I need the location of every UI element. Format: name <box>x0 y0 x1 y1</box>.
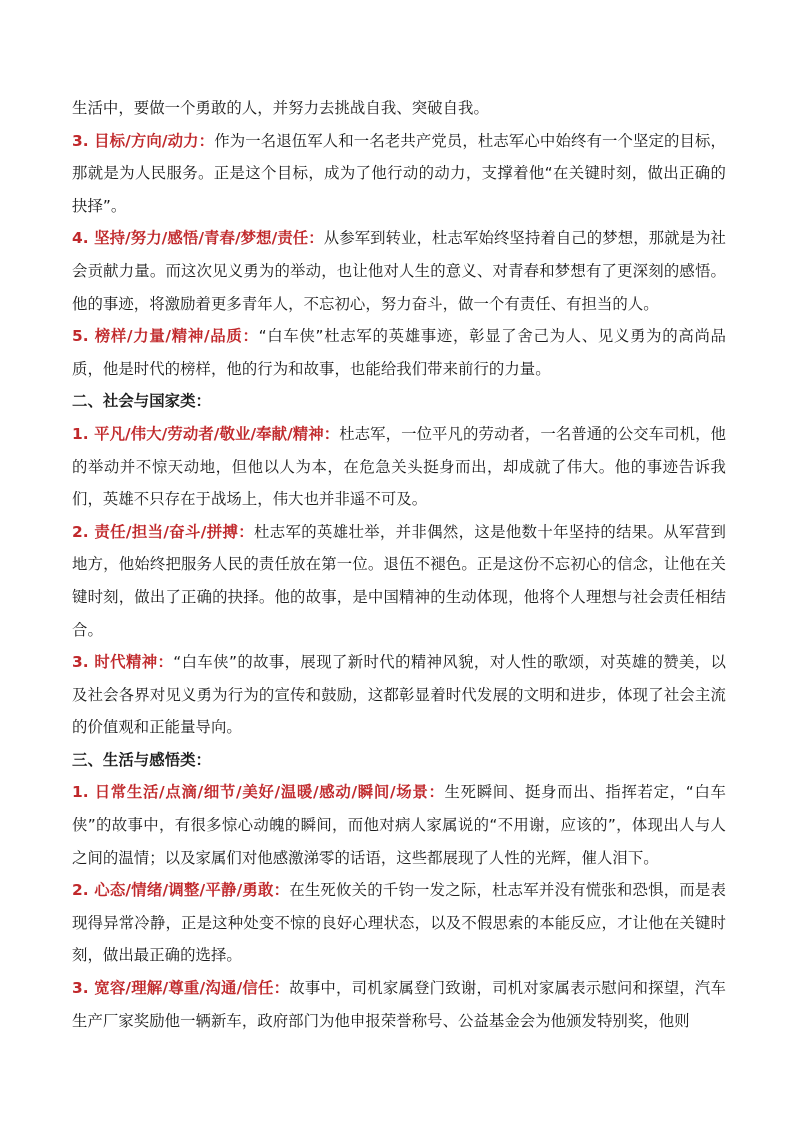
paragraph-goal <box>72 125 726 223</box>
paragraph-text: 杜志军的英雄壮举，并非偶然，这是他数十年坚持的结果。从军营到地方，他始终把服务人民的责任放在第一位。退伍不褪色。正是这份不忘初心的信念，让他在关键时刻，做出了正确的抉择。他的故事，是中国精神的生动体现，他将个人理想与社会责任相结合。 <box>72 522 726 639</box>
paragraph-text: “白车侠”的故事，展现了新时代的精神风貌，对人性的歌颂，对英雄的赞美，以及社会各界对见义勇为行为的宣传和鼓励，这都彰显着时代发展的文明和进步，体现了社会主流的价值观和正能量导向。 <box>72 653 726 737</box>
keyword-label: 4. 坚持/努力/感悟/青春/梦想/责任： <box>72 229 324 248</box>
paragraph-text: 杜志军，一位平凡的劳动者，一名普通的公交车司机，他的举动并不惊天动地，但他以人为本，在危急关头挺身而出，却成就了伟大。他的事迹告诉我们，英雄不只存在于战场上，伟大也并非遥不可及。 <box>72 424 726 509</box>
paragraph-text: 生死瞬间、挺身而出、指挥若定，“白车侠”的故事中，有很多惊心动魄的瞬间，而他对病人家属说的“不用谢，应该的”，体现出人与人之间的温情；以及家属们对他感激涕零的话语，这些都展现了人性的光辉，催人泪下。 <box>72 783 726 867</box>
paragraph-mindset <box>72 874 726 972</box>
keyword-label: 5. 榜样/力量/精神/品质： <box>72 327 259 346</box>
paragraph-tolerance <box>72 972 726 1037</box>
section-heading-life: 三、生活与感悟类： <box>72 750 211 769</box>
paragraph-daily-life <box>72 776 726 874</box>
keyword-label: 1. 平凡/伟大/劳动者/敬业/奉献/精神： <box>72 424 340 443</box>
paragraph-role-model <box>72 320 726 385</box>
section-heading-society: 二、社会与国家类： <box>72 392 211 411</box>
keyword-label: 3. 目标/方向/动力： <box>72 131 215 150</box>
paragraph-text: 在生死攸关的千钧一发之际，杜志军并没有慌张和恐惧，而是表现得异常冷静，正是这种处变不惊的良好心理状态，以及不假思索的本能反应，才让他在关键时刻，做出最正确的选择。 <box>72 881 726 965</box>
keyword-label: 2. 心态/情绪/调整/平静/勇敢： <box>72 881 290 900</box>
paragraph-text: 故事中，司机家属登门致谢，司机对家属表示慰问和探望，汽车生产厂家奖励他一辆新车，政府部门为他申报荣誉称号、公益基金会为他颁发特别奖，他则 <box>72 979 726 1030</box>
paragraph-era-spirit <box>72 646 726 744</box>
keyword-label: 1. 日常生活/点滴/细节/美好/温暖/感动/瞬间/场景： <box>72 783 445 802</box>
paragraph-intro <box>72 92 726 125</box>
keyword-label: 3. 时代精神： <box>72 653 174 672</box>
document-body <box>72 92 726 1037</box>
paragraph-text: 生活中，要做一个勇敢的人，并努力去挑战自我、突破自我。 <box>72 99 489 117</box>
paragraph-responsibility <box>72 516 726 646</box>
keyword-label: 2. 责任/担当/奋斗/拼搏： <box>72 522 254 541</box>
paragraph-text: “白车侠”杜志军的英雄事迹，彰显了舍己为人、见义勇为的高尚品质，他是时代的榜样，他的行为和故事，也能给我们带来前行的力量。 <box>72 327 726 378</box>
paragraph-ordinary-great <box>72 418 726 516</box>
paragraph-text: 作为一名退伍军人和一名老共产党员，杜志军心中始终有一个坚定的目标，那就是为人民服务。正是这个目标，成为了他行动的动力，支撑着他“在关键时刻，做出正确的抉择”。 <box>72 131 726 215</box>
paragraph-persistence <box>72 222 726 320</box>
keyword-label: 3. 宽容/理解/尊重/沟通/信任： <box>72 979 290 998</box>
paragraph-text: 从参军到转业，杜志军始终坚持着自己的梦想，那就是为社会贡献力量。而这次见义勇为的举动，也让他对人生的意义、对青春和梦想有了更深刻的感悟。他的事迹，将激励着更多青年人，不忘初心，努力奋斗，做一个有责任、有担当的人。 <box>72 229 726 313</box>
